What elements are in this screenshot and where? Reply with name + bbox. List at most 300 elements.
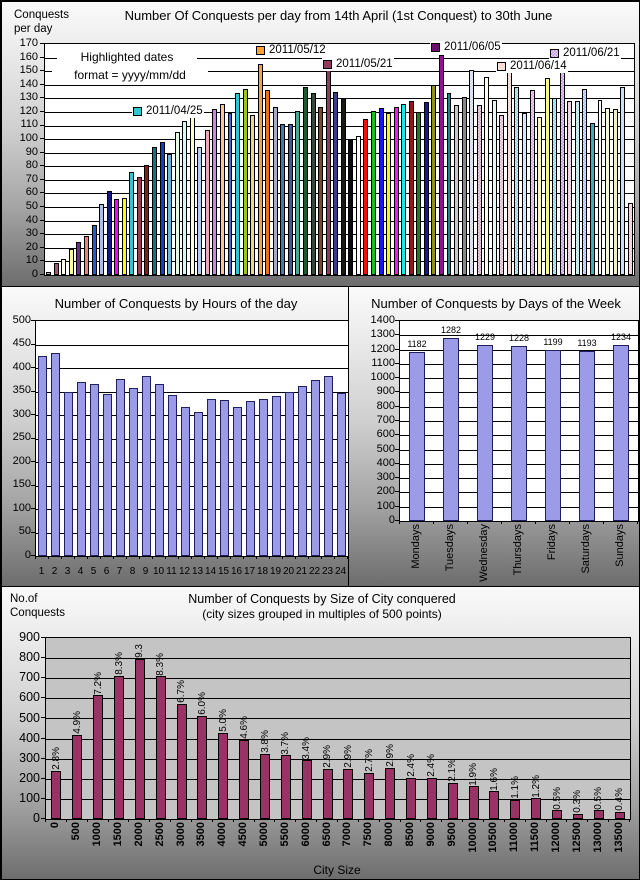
size-y-axis-label-line2: Conquests [10,607,65,619]
percent-label: 6.0% [196,692,208,715]
daily-bar [530,90,535,275]
x-tick-label: 3500 [195,822,208,847]
hourly-conquests-chart-panel [1,286,349,587]
data-label: 1229 [474,332,496,343]
daily-bar [341,98,346,275]
hours-bar [194,412,202,556]
daily-bar [243,89,248,275]
daily-bar [76,242,81,275]
daily-bar [348,139,353,275]
y-tick-label: 200 [376,485,395,498]
citysize-bar [489,791,499,819]
size-chart-title-line2: (city sizes grouped in multiples of 500 points) [202,607,442,621]
y-tick-label: 10 [25,254,38,267]
annotation-date-format: format = yyyy/mm/dd [52,68,208,82]
y-tick-label: 500 [376,442,395,455]
legend-swatch-icon [497,62,506,71]
y-tick-label: 140 [19,77,38,90]
x-tick-label: 23 [321,566,334,577]
percent-label: 7.2% [92,671,104,695]
hours-bar [155,384,163,556]
citysize-plot-area [45,637,631,820]
x-tick-label: 9000 [424,822,437,847]
hours-bar [220,400,228,557]
gridline [46,739,630,740]
x-tick-label: 13000 [591,822,604,853]
daily-bar [175,132,180,275]
y-tick-label: 300 [19,750,40,765]
daily-bar [424,102,429,275]
citysize-bar [552,810,562,819]
x-tick-label: 9500 [445,822,458,847]
hours-bar [51,353,59,556]
daily-bar [567,101,572,275]
daily-bar [598,100,603,275]
legend-label: 2011/06/21 [563,47,620,59]
y-tick-label: 100 [12,501,31,514]
daily-bar [522,113,527,275]
y-tick-label: 60 [25,186,38,199]
daily-bar [560,67,565,275]
percent-label: 8.3% [155,652,167,676]
citysize-bar [72,735,82,819]
hours-bar [90,384,98,556]
hours-bar [298,386,306,556]
y-tick-label: 900 [19,630,40,645]
percent-label: 0.3% [572,789,584,813]
daily-bar [311,93,316,275]
daily-bar [205,130,210,275]
y-tick-label: 30 [25,227,38,240]
daily-bar [537,117,542,275]
daily-bar [514,87,519,275]
daily-bar [144,165,149,275]
x-tick-label: Saturdays [580,524,592,574]
y-tick-label: 170 [19,36,38,49]
weekdays-bar [511,346,527,521]
x-tick-label: 15 [217,566,230,577]
percent-label: 2.9% [342,744,354,768]
legend-swatch-icon [133,107,142,116]
daily-y-axis-label-line1: Conquests [14,9,69,21]
y-tick-label: 800 [19,650,40,665]
x-tick-label: 11500 [529,822,542,852]
x-tick-label: Thursdays [512,524,524,576]
daily-bar [507,71,512,275]
y-tick-label: 0 [33,811,40,826]
hours-bar [129,388,137,556]
hours-bar [168,395,176,556]
legend-item-date [255,44,327,57]
gridline [46,779,630,780]
citysize-bar [343,769,353,819]
y-tick-label: 50 [25,200,38,212]
x-tick-label: 6 [103,566,110,577]
daily-bar [69,249,74,275]
daily-bar [114,199,119,275]
daily-bar [409,101,414,275]
daily-bar [416,112,421,275]
daily-bar [280,124,285,275]
daily-bar [379,108,384,275]
legend-swatch-icon [550,49,559,58]
daily-bar [363,119,368,275]
daily-bar [620,87,625,275]
x-tick-label: 13500 [612,822,625,853]
x-tick-label: 24 [334,566,347,577]
x-tick-label: 8 [129,566,136,577]
daily-bar [84,236,89,275]
x-tick-label: 12 [178,566,191,577]
y-tick-label: 700 [19,670,40,685]
daily-bar [439,55,444,275]
hours-bar [64,392,72,557]
legend-label: 2011/05/21 [336,58,393,70]
hours-bar [103,394,111,556]
percent-label: 3.4% [301,736,313,760]
y-tick-label: 1200 [370,342,395,355]
x-tick-label: 6000 [299,822,312,847]
gridline [46,658,630,659]
y-tick-label: 900 [376,385,395,398]
hours-chart-title: Number of Conquests by Hours of the day [54,296,298,311]
citysize-bar [156,676,166,819]
hours-bar [246,401,254,556]
size-x-axis-label: City Size [313,863,361,877]
y-tick-label: 1400 [370,313,395,326]
percent-label: 0.4% [614,788,626,812]
x-tick-label: 16 [230,566,243,577]
daily-bar [318,107,323,275]
citysize-bar [573,814,583,819]
x-tick-label: 2500 [153,822,166,847]
daily-bar [613,109,618,275]
percent-label: 2.9% [384,744,396,768]
x-tick-label: 4500 [237,822,250,847]
citysize-bar [469,786,479,819]
citysize-bar [364,773,374,819]
x-tick-label: Tuesdays [444,524,456,572]
daily-bar [454,105,459,275]
citysize-bar [302,760,312,819]
x-tick-label: 18 [256,566,269,577]
gridline [36,368,348,369]
daily-bar [605,108,610,275]
percent-label: 0.5% [593,786,605,810]
daily-conquests-chart-panel [1,1,640,287]
percent-label: 3.8% [259,729,271,753]
hours-bar [324,376,332,556]
percent-label: 2.8% [50,747,62,770]
percent-label: 1.2% [530,774,542,798]
weekday-chart-title: Number of Conquests by Days of the Week [371,296,621,311]
weekdays-bar [443,338,459,521]
percent-label: 9.3 [134,644,146,659]
daily-bar [552,98,557,275]
citysize-bar [510,800,520,819]
x-tick-label: 5000 [258,822,270,847]
citysize-bar [281,755,291,819]
y-tick-label: 150 [12,478,31,491]
weekdays-bar [579,351,595,521]
x-tick-label: 500 [70,822,83,841]
x-tick-label: 1500 [112,822,124,847]
x-tick-label: 7000 [341,822,354,847]
percent-label: 1.1% [509,776,521,800]
daily-bar [122,198,127,275]
y-tick-label: 90 [25,145,38,158]
daily-bar [590,123,595,275]
y-tick-label: 40 [25,213,38,226]
y-tick-label: 200 [19,770,40,785]
x-tick-label: 12000 [550,822,562,853]
x-tick-label: 4000 [216,822,229,847]
legend-item-date [549,47,621,60]
y-tick-label: 50 [18,525,31,538]
y-tick-label: 100 [19,791,40,805]
gridline [46,759,630,760]
daily-bar [469,70,474,275]
daily-bar [220,104,225,275]
daily-bar [431,85,436,275]
daily-bar [545,78,550,275]
y-tick-label: 600 [19,690,40,705]
gridline [46,718,630,719]
y-tick-label: 350 [12,384,31,397]
daily-bar [477,105,482,275]
hours-bar [181,407,189,556]
daily-bar [107,191,112,275]
gridline [46,678,630,679]
percent-label: 4.6% [238,716,250,739]
daily-bar [258,64,263,275]
weekdays-plot-area [399,320,639,522]
x-tick-label: 19 [269,566,282,577]
daily-bar [92,225,97,275]
citysize-bar [93,695,103,819]
y-tick-label: 300 [12,407,31,420]
y-tick-label: 70 [25,172,38,185]
y-tick-label: 1000 [370,371,395,384]
citysize-bar [197,716,207,819]
daily-bar [295,111,300,275]
x-tick-label: 21 [295,566,308,577]
daily-bar [326,68,331,275]
hours-bar [272,396,280,556]
y-tick-label: 800 [376,399,395,412]
y-tick-label: 300 [376,471,395,484]
y-tick-label: 400 [19,730,40,745]
daily-bar [250,115,255,275]
y-tick-label: 1100 [371,356,395,369]
x-tick-label: 2 [51,566,58,577]
percent-label: 1.6% [488,767,500,791]
citysize-bar [260,754,270,819]
daily-bar [190,115,195,275]
y-tick-label: 400 [12,360,31,373]
data-label: 1282 [440,324,462,335]
y-tick-label: 200 [12,454,31,467]
data-label: 1199 [543,336,563,347]
weekday-conquests-chart-panel [348,286,640,587]
x-tick-label: 10500 [487,822,500,853]
x-tick-label: 3 [64,566,71,577]
daily-bar [235,93,240,275]
hours-bar [116,379,124,556]
hours-bar [38,356,46,556]
annotation-highlighted-dates: Highlighted dates [57,50,197,64]
legend-swatch-icon [431,43,440,52]
daily-y-axis-label-line2: per day [14,23,53,35]
daily-bar [303,87,308,275]
x-tick-label: 13 [191,566,204,577]
x-tick-label: Sundays [614,524,626,567]
x-tick-label: 17 [243,566,256,577]
x-tick-label: Fridays [546,524,558,561]
daily-bar [167,154,172,275]
hours-bar [285,392,293,556]
daily-bar [582,89,587,275]
x-tick-label: 12500 [570,822,583,853]
percent-label: 2.4% [426,753,438,777]
citysize-bar [323,769,333,819]
percent-label: 3.7% [280,731,292,755]
gridline [36,345,348,346]
x-tick-label: 7500 [362,822,375,847]
y-tick-label: 0 [388,513,395,526]
data-label: 1193 [577,337,597,348]
x-tick-label: 14 [204,566,217,577]
weekdays-bar [409,352,425,521]
gridline [46,698,630,699]
percent-label: 2.9% [322,745,334,769]
weekdays-bar [613,345,629,521]
size-y-axis-label-line1: No.of [10,593,38,605]
x-tick-label: 7 [116,566,123,577]
daily-bar [462,97,467,275]
x-tick-label: 3000 [174,822,187,847]
legend-item-date [132,105,204,118]
hours-bar [142,376,150,556]
citysize-bar [594,810,604,819]
daily-bar [499,115,504,275]
data-label: 1234 [610,331,632,342]
y-tick-label: 400 [376,456,395,469]
daily-bar [401,104,406,275]
daily-bar [228,113,233,275]
daily-bar [265,90,270,275]
x-tick-label: 9 [142,566,149,577]
y-tick-label: 500 [12,313,31,326]
hours-bar [207,399,215,556]
daily-bar [492,100,497,275]
y-tick-label: 0 [31,267,38,280]
daily-bar [212,109,217,275]
daily-bar [61,259,66,275]
citysize-bar [218,733,228,819]
data-label: 1182 [407,339,427,350]
percent-label: 5.0% [217,709,229,733]
x-tick-label: Wednesday [478,524,490,582]
legend-label: 2011/05/12 [269,44,326,56]
percent-label: 0.5% [551,786,563,810]
daily-bar [54,263,59,275]
daily-bar [99,204,104,275]
daily-bar [46,272,51,275]
daily-bar [182,121,187,275]
legend-label: 2011/04/25 [146,105,203,117]
legend-item-date [430,41,502,54]
percent-label: 2.7% [363,748,375,772]
daily-bar [137,177,142,275]
percent-label: 2.4% [405,753,417,777]
citysize-bar [239,740,249,819]
percent-label: 2.1% [447,759,459,783]
daily-bar [484,77,489,275]
x-tick-label: 5500 [278,822,291,847]
y-tick-label: 20 [25,240,38,253]
citysize-bar [385,768,395,819]
citysize-bar [51,771,61,819]
percent-label: 4.9% [71,710,83,734]
citysize-bar [427,778,437,819]
citysize-bar [135,659,145,819]
daily-bar [394,107,399,275]
y-tick-label: 100 [19,132,38,145]
y-tick-label: 600 [376,428,395,441]
daily-bar [447,93,452,275]
citysize-bar [406,778,416,819]
daily-bar [386,113,391,275]
x-tick-label: 6500 [320,822,333,847]
legend-item-date [496,60,568,73]
y-tick-label: 700 [376,413,395,426]
hours-bar [337,393,345,556]
y-tick-label: 80 [25,159,38,172]
daily-bar [197,147,202,275]
weekdays-bar [545,350,561,521]
y-tick-label: 450 [12,337,31,350]
legend-label: 2011/06/05 [444,41,501,53]
x-tick-label: 4 [77,566,84,577]
x-tick-label: 2000 [132,822,145,847]
weekdays-bar [477,345,493,521]
daily-chart-title: Number Of Conquests per day from 14th April (1st Conquest) to 30th June [124,8,553,23]
y-tick-label: 500 [19,710,40,725]
y-tick-label: 110 [20,118,38,131]
x-tick-label: 8000 [383,822,396,847]
y-tick-label: 100 [376,499,395,512]
daily-bar [371,111,376,275]
x-tick-label: 11 [166,566,177,577]
citysize-bar [114,676,124,819]
daily-bar [628,203,633,275]
daily-bar [129,172,134,275]
legend-swatch-icon [256,46,265,55]
gridline [46,799,630,800]
hours-bar [311,380,319,556]
citysize-bar [531,798,541,819]
y-tick-label: 130 [19,91,38,104]
x-tick-label: 1 [38,566,45,577]
x-tick-label: 0 [49,822,62,829]
daily-bar [152,147,157,275]
daily-bar [356,136,361,275]
daily-bar [273,107,278,275]
x-tick-label: 10 [152,566,165,577]
x-tick-label: 5 [90,566,97,577]
x-tick-label: Mondays [410,524,422,569]
